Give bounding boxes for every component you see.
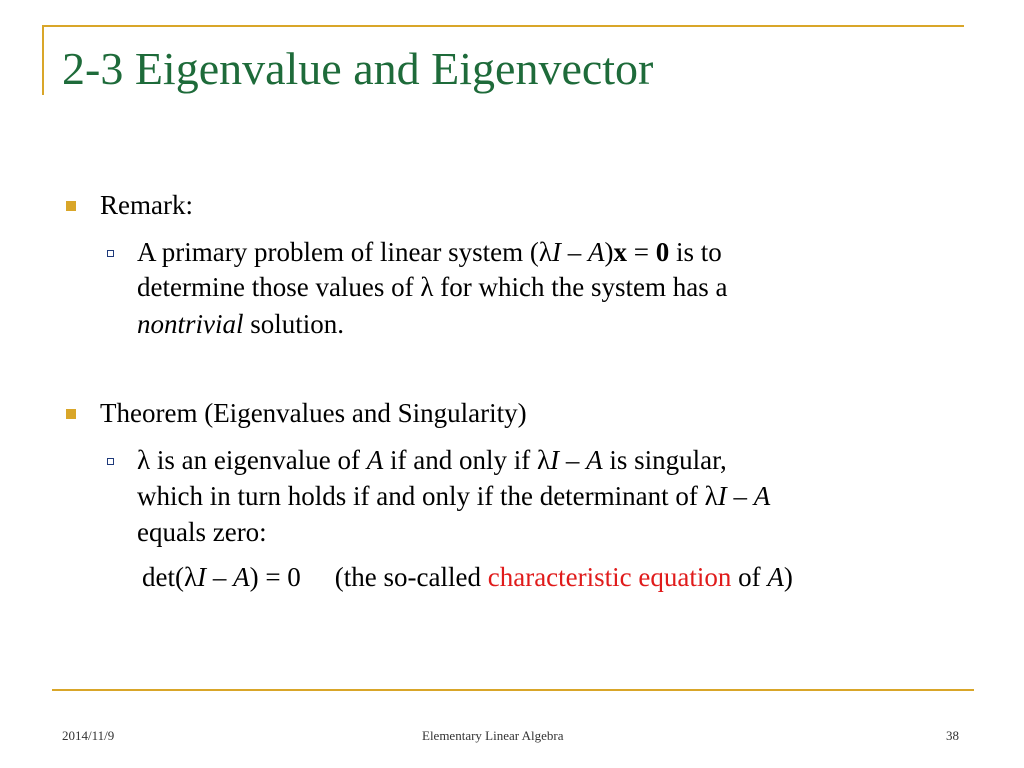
left-border-line	[42, 25, 44, 95]
square-bullet-icon	[66, 201, 76, 211]
remark-line-2: determine those values of λ for which the system has a	[137, 272, 728, 302]
theorem-line-2: which in turn holds if and only if the determinant of λI – A	[137, 481, 771, 511]
characteristic-equation-highlight: characteristic equation	[487, 562, 732, 592]
checkbox-bullet-icon	[107, 250, 114, 257]
footer-page-number: 38	[946, 728, 959, 743]
top-border-line	[42, 25, 964, 27]
checkbox-bullet-icon	[107, 458, 114, 465]
remark-line-1: A primary problem of linear system (λI – A)x = 0 is to	[137, 237, 722, 267]
footer-divider	[52, 689, 974, 691]
footer-course: Elementary Linear Algebra	[422, 728, 564, 743]
theorem-heading: Theorem (Eigenvalues and Singularity)	[100, 398, 527, 428]
footer-date: 2014/11/9	[62, 728, 115, 743]
remark-line-3: nontrivial solution.	[137, 309, 345, 339]
theorem-line-3: equals zero:	[137, 517, 267, 547]
theorem-line-1: λ is an eigenvalue of A if and only if λI – A is singular,	[137, 445, 727, 475]
slide-title: 2-3 Eigenvalue and Eigenvector	[62, 43, 654, 94]
characteristic-equation-line: det(λI – A) = 0 (the so-called characteristic equation of A)	[142, 562, 793, 592]
square-bullet-icon	[66, 409, 76, 419]
remark-heading: Remark:	[100, 190, 193, 220]
